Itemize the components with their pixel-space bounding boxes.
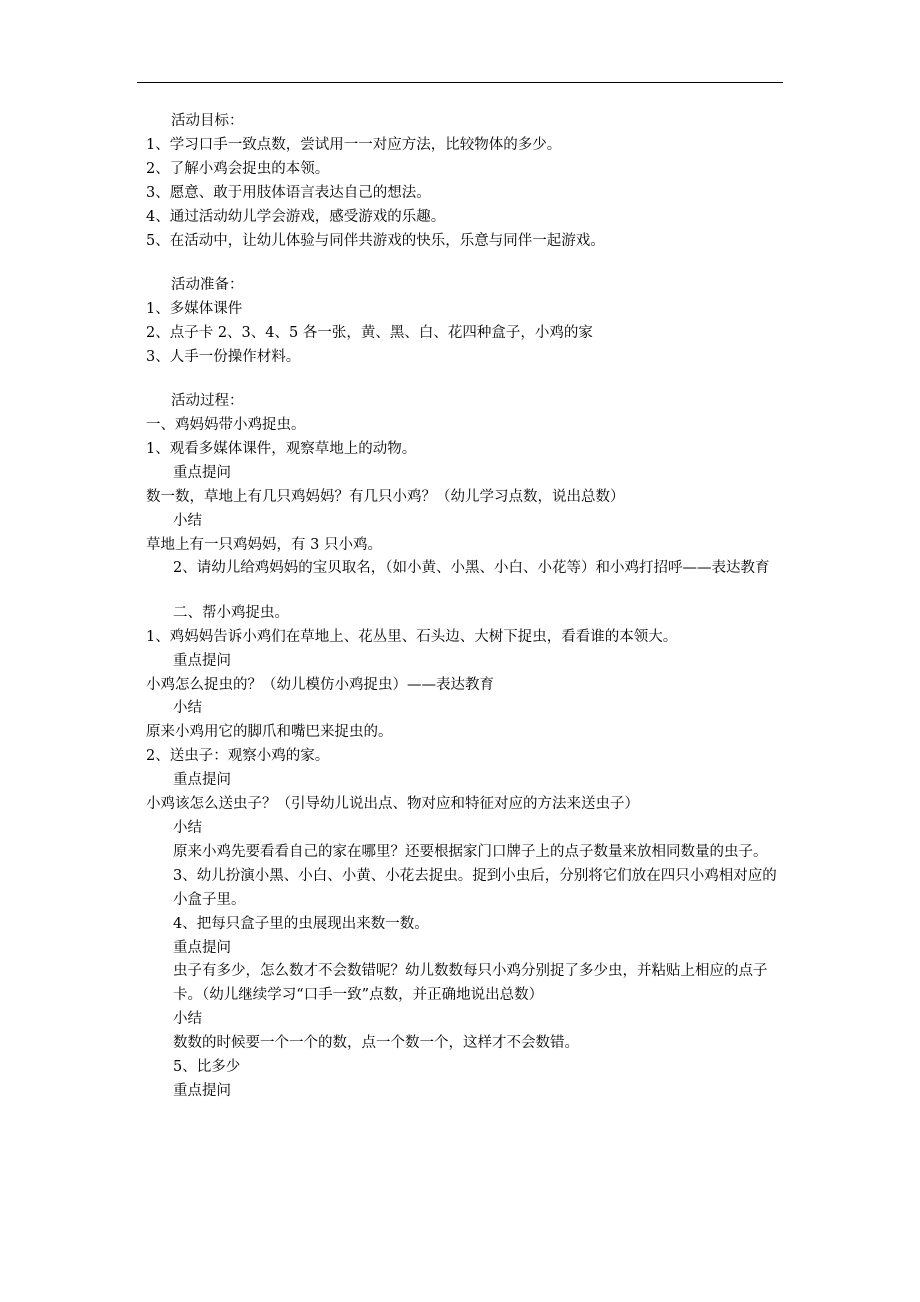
process-heading: 活动过程：	[171, 393, 244, 410]
prep-item: 1、多媒体课件	[146, 300, 243, 317]
goal-item: 2、了解小鸡会捉虫的本领。	[146, 160, 330, 177]
goal-item: 4、通过活动幼儿学会游戏，感受游戏的乐趣。	[146, 208, 446, 225]
key-question-text: 数一数，草地上有几只鸡妈妈？有几只小鸡？（幼儿学习点数，说出总数）	[146, 488, 625, 505]
section-gap	[146, 370, 782, 391]
key-question-label: 重点提问	[173, 1082, 231, 1099]
key-question-label: 重点提问	[173, 772, 231, 789]
part1-step2: 2、请幼儿给鸡妈妈的宝贝取名，（如小黄、小黑、小白、小花等）和小鸡打招呼——表达教育	[173, 560, 770, 577]
section-gap	[146, 253, 782, 274]
summary-label: 小结	[173, 512, 202, 529]
summary-text: 原来小鸡用它的脚爪和嘴巴来捉虫的。	[146, 724, 393, 741]
prep-item: 2、点子卡 2、3、4、5 各一张，黄、黑、白、花四种盒子，小鸡的家	[146, 324, 593, 341]
key-question-text: 小鸡怎么捉虫的？（幼儿模仿小鸡捉虫）——表达教育	[146, 676, 494, 693]
goal-item: 1、学习口手一致点数，尝试用一一对应方法，比较物体的多少。	[146, 136, 562, 153]
summary-label: 小结	[173, 700, 202, 717]
part2-step3: 3、幼儿扮演小黑、小白、小黄、小花去捉虫。捉到小虫后，分别将它们放在四只小鸡相对应的小盒子里。	[173, 867, 777, 908]
header-rule	[137, 82, 783, 83]
part1-title: 一、鸡妈妈带小鸡捉虫。	[146, 416, 306, 433]
prep-heading: 活动准备：	[171, 276, 244, 293]
key-question-label: 重点提问	[173, 939, 231, 956]
goal-item: 3、愿意、敢于用肢体语言表达自己的想法。	[146, 184, 431, 201]
prep-item: 3、人手一份操作材料。	[146, 348, 301, 365]
section-gap	[146, 581, 782, 602]
summary-label: 小结	[173, 1011, 202, 1028]
part1-step1: 1、观看多媒体课件，观察草地上的动物。	[146, 440, 417, 457]
part2-step2: 2、送虫子：观察小鸡的家。	[146, 748, 330, 765]
key-question-text: 虫子有多少，怎么数才不会数错呢？幼儿数数每只小鸡分别捉了多少虫，并粘贴上相应的点子卡。（幼儿继续学习“口手一致”点数，并正确地说出总数）	[173, 963, 768, 1004]
goals-heading: 活动目标：	[171, 113, 244, 129]
summary-text: 原来小鸡先要看看自己的家在哪里？还要根据家门口牌子上的点子数量来放相同数量的虫子。	[173, 843, 768, 860]
part2-step4: 4、把每只盒子里的虫展现出来数一数。	[173, 915, 429, 932]
summary-text: 草地上有一只鸡妈妈，有 3 只小鸡。	[146, 536, 382, 553]
document-body	[146, 110, 782, 1104]
summary-label: 小结	[173, 819, 202, 836]
part2-step1: 1、鸡妈妈告诉小鸡们在草地上、花丛里、石头边、大树下捉虫，看看谁的本领大。	[146, 628, 678, 645]
key-question-label: 重点提问	[173, 464, 231, 481]
key-question-text: 小鸡该怎么送虫子？（引导幼儿说出点、物对应和特征对应的方法来送虫子）	[146, 796, 639, 813]
summary-text: 数数的时候要一个一个的数，点一个数一个，这样才不会数错。	[173, 1035, 579, 1052]
key-question-label: 重点提问	[173, 652, 231, 669]
goal-item: 5、在活动中，让幼儿体验与同伴共游戏的快乐，乐意与同伴一起游戏。	[146, 232, 605, 249]
part2-step5: 5、比多少	[173, 1059, 241, 1076]
part2-title: 二、帮小鸡捉虫。	[173, 604, 289, 621]
